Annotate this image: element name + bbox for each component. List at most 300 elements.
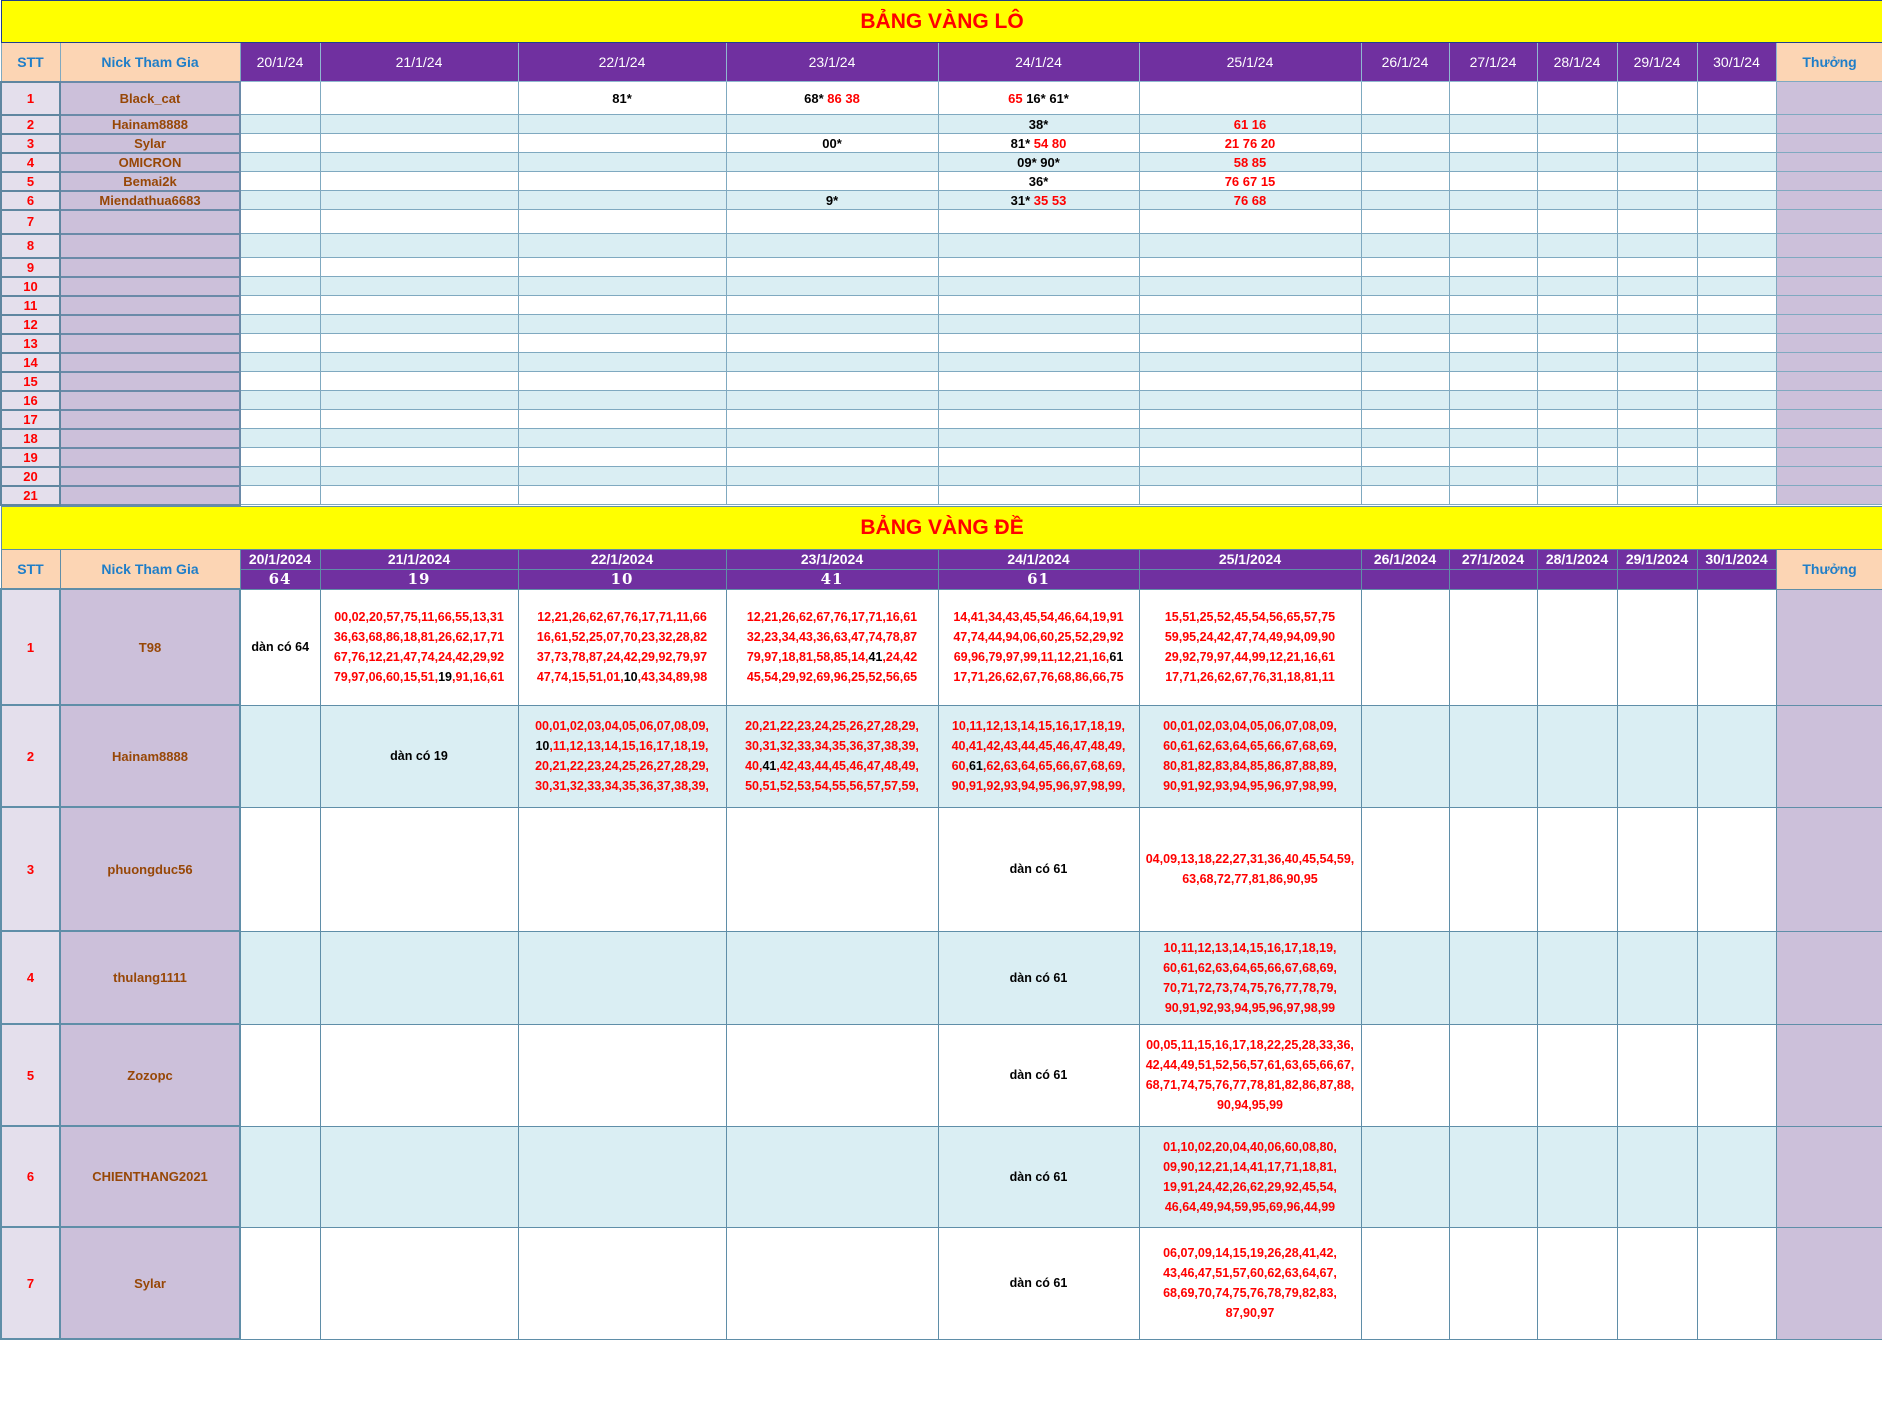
- lo-cell: [1361, 172, 1449, 191]
- lo-row: [1, 334, 1882, 353]
- lo-row-thuong: [1776, 467, 1882, 486]
- lo-row: [1, 115, 1882, 134]
- lo-row-stt: 18: [1, 429, 60, 448]
- lo-row-thuong: [1776, 372, 1882, 391]
- lo-row: [1, 210, 1882, 234]
- de-cell: [240, 931, 320, 1024]
- lo-cell: [1617, 191, 1697, 210]
- lo-cell: [320, 296, 518, 315]
- cell-number-text: 9*: [825, 192, 839, 208]
- lo-cell: [240, 191, 320, 210]
- lo-cell: [1697, 391, 1776, 410]
- lo-cell: [1617, 391, 1697, 410]
- cell-number-text: 61: [1109, 650, 1124, 664]
- de-row-stt: 3: [1, 807, 60, 931]
- lo-cell: [938, 391, 1139, 410]
- lo-cell: [240, 429, 320, 448]
- de-result-number: [1361, 569, 1449, 589]
- lo-cell: [1361, 134, 1449, 153]
- de-header-nick: Nick Tham Gia: [60, 549, 240, 589]
- lo-row-thuong: [1776, 153, 1882, 172]
- lo-cell: [1697, 353, 1776, 372]
- lo-row-stt: 13: [1, 334, 60, 353]
- lo-cell: [1361, 429, 1449, 448]
- de-result-number: [1449, 569, 1537, 589]
- cell-number-text: dàn có 19: [390, 749, 448, 763]
- cell-number-text: 58 85: [1233, 154, 1267, 170]
- lo-row-thuong: [1776, 315, 1882, 334]
- lo-cell: [518, 115, 726, 134]
- lo-cell: [518, 410, 726, 429]
- lo-row-thuong: [1776, 172, 1882, 191]
- lo-row-thuong: [1776, 334, 1882, 353]
- de-cell: [518, 807, 726, 931]
- lo-cell: [1697, 448, 1776, 467]
- lo-cell: [320, 258, 518, 277]
- lo-row-thuong: [1776, 210, 1882, 234]
- lo-cell: [518, 82, 726, 115]
- lo-row: [1, 372, 1882, 391]
- lo-cell: [320, 334, 518, 353]
- de-cell: [240, 705, 320, 807]
- de-row-nick: thulang1111: [60, 931, 240, 1024]
- lo-cell: [1361, 82, 1449, 115]
- lo-cell: [1617, 277, 1697, 296]
- lo-cell: [1617, 153, 1697, 172]
- lo-row: [1, 234, 1882, 258]
- cell-number-text: 00,02,20,57,75,11,66,55,13,31 36,63,68,86,18,81,26,62,17,71 67,76,12,21,47,74,24,42,29,92 79,97,06,60,15,51,: [333, 610, 505, 684]
- de-title: BẢNG VÀNG ĐỀ: [1, 506, 1882, 549]
- lo-date-header: 29/1/24: [1617, 43, 1697, 82]
- lo-row-nick: [60, 391, 240, 410]
- de-date-header: 21/1/2024: [320, 549, 518, 569]
- lo-row: [1, 486, 1882, 505]
- lo-cell: [1537, 115, 1617, 134]
- de-row-thuong: [1776, 807, 1882, 931]
- lo-cell: [1139, 486, 1361, 505]
- lo-row-thuong: [1776, 391, 1882, 410]
- de-cell: [1617, 589, 1697, 705]
- lo-date-header: 23/1/24: [726, 43, 938, 82]
- lo-cell: [1617, 82, 1697, 115]
- lo-cell: [726, 410, 938, 429]
- cell-number-text: 17,71,26,62,67,76,68,86,66,75: [953, 670, 1124, 684]
- de-row: [1, 1126, 1882, 1227]
- lo-cell: [240, 410, 320, 429]
- lo-cell: [320, 372, 518, 391]
- lo-cell: [1697, 410, 1776, 429]
- lo-cell: [1449, 410, 1537, 429]
- lo-cell: [1697, 467, 1776, 486]
- de-result-number: [1537, 569, 1617, 589]
- lo-cell: [1361, 467, 1449, 486]
- lo-row: [1, 277, 1882, 296]
- cell-number-text: 41: [868, 650, 883, 664]
- lo-date-header: 24/1/24: [938, 43, 1139, 82]
- de-date-header: 24/1/2024: [938, 549, 1139, 569]
- lo-cell: [518, 353, 726, 372]
- cell-number-text: 01,10,02,20,04,40,06,60,08,80, 09,90,12,21,14,41,17,71,18,81, 19,91,24,42,26,62,29,92,45,54, 46,64,49,94,59,95,69,96,44,99: [1163, 1139, 1337, 1214]
- cell-number-text: dàn có 61: [1009, 970, 1068, 985]
- cell-number-text: 76 68: [1233, 192, 1267, 208]
- lo-cell: [1139, 448, 1361, 467]
- lo-row-stt: 20: [1, 467, 60, 486]
- lo-cell: [1537, 410, 1617, 429]
- de-cell: [1617, 931, 1697, 1024]
- cell-number-text: dàn có 64: [251, 640, 310, 654]
- de-cell: [518, 1024, 726, 1126]
- cell-number-text: dàn có 61: [1009, 1068, 1068, 1082]
- de-cell: [938, 1024, 1139, 1126]
- lo-cell: [1361, 258, 1449, 277]
- lo-cell: [1697, 234, 1776, 258]
- lo-cell: [938, 372, 1139, 391]
- lo-cell: [518, 277, 726, 296]
- lo-row-stt: 16: [1, 391, 60, 410]
- lo-cell: [1449, 153, 1537, 172]
- lo-cell: [1449, 115, 1537, 134]
- de-cell: [1361, 705, 1449, 807]
- lo-cell: [1139, 467, 1361, 486]
- de-cell: [240, 1227, 320, 1339]
- lo-cell: [1361, 191, 1449, 210]
- lo-row-nick: [60, 334, 240, 353]
- lo-row-thuong: [1776, 82, 1882, 115]
- cell-number-text: ,91,16,61: [452, 670, 505, 684]
- cell-number-text: 81*: [1010, 135, 1031, 151]
- lo-cell: [1537, 82, 1617, 115]
- lo-cell: [1617, 258, 1697, 277]
- lo-cell: [1449, 315, 1537, 334]
- lo-cell: [1697, 191, 1776, 210]
- lo-row-thuong: [1776, 353, 1882, 372]
- lo-cell: [1617, 467, 1697, 486]
- lo-cell: [1617, 210, 1697, 234]
- lo-cell: [240, 315, 320, 334]
- lo-date-header: 26/1/24: [1361, 43, 1449, 82]
- lo-cell: [938, 210, 1139, 234]
- cell-number-text: dàn có 61: [1009, 1276, 1068, 1290]
- lo-date-header: 30/1/24: [1697, 43, 1776, 82]
- de-cell: [1697, 1227, 1776, 1339]
- lo-cell: [320, 429, 518, 448]
- cell-number-text: 54 80: [1030, 135, 1067, 151]
- lo-cell: [726, 334, 938, 353]
- lo-cell: [1449, 258, 1537, 277]
- lo-row-stt: 15: [1, 372, 60, 391]
- lo-cell: [1139, 353, 1361, 372]
- lo-row: [1, 172, 1882, 191]
- de-cell: [938, 705, 1139, 807]
- cell-number-text: 00,01,02,03,04,05,06,07,08,09, 60,61,62,63,64,65,66,67,68,69, 80,81,82,83,84,85,86,87,88,89, 90,91,92,93,94,95,96,97,98,99,: [1163, 719, 1337, 793]
- lo-cell: [320, 448, 518, 467]
- lo-cell: [726, 448, 938, 467]
- lo-cell: [1697, 172, 1776, 191]
- de-cell: [320, 1126, 518, 1227]
- de-date-header: 28/1/2024: [1537, 549, 1617, 569]
- lo-cell: [518, 429, 726, 448]
- cell-number-text: dàn có 61: [1009, 1169, 1068, 1184]
- lo-row-stt: 3: [1, 134, 60, 153]
- lo-row-stt: 10: [1, 277, 60, 296]
- cell-number-text: 10: [535, 739, 550, 753]
- lo-cell: [1617, 486, 1697, 505]
- lo-header-thuong: Thưởng: [1776, 43, 1882, 82]
- de-result-number: [1697, 569, 1776, 589]
- de-date-header: 23/1/2024: [726, 549, 938, 569]
- lo-cell: [1537, 353, 1617, 372]
- lo-cell: [1139, 258, 1361, 277]
- lo-cell: [240, 134, 320, 153]
- de-header-stt: STT: [1, 549, 60, 589]
- lo-cell: [240, 448, 320, 467]
- lo-cell: [518, 448, 726, 467]
- lo-cell: [726, 153, 938, 172]
- lo-row-nick: Miendathua6683: [60, 191, 240, 210]
- lo-cell: [1361, 410, 1449, 429]
- de-cell: [726, 705, 938, 807]
- lo-cell: [320, 115, 518, 134]
- cell-number-text: 16* 61*: [1022, 90, 1069, 106]
- lo-cell: [320, 134, 518, 153]
- lo-cell: [1697, 315, 1776, 334]
- de-cell: [938, 931, 1139, 1024]
- lo-cell: [1617, 234, 1697, 258]
- cell-number-text: 61 16: [1233, 116, 1267, 132]
- lo-header-stt: STT: [1, 43, 60, 82]
- lo-date-header: 25/1/24: [1139, 43, 1361, 82]
- de-cell: [1139, 807, 1361, 931]
- lo-row-nick: [60, 234, 240, 258]
- lo-row-thuong: [1776, 234, 1882, 258]
- lo-cell: [320, 486, 518, 505]
- de-cell: [1139, 589, 1361, 705]
- de-cell: [518, 931, 726, 1024]
- de-cell: [726, 807, 938, 931]
- cell-number-text: ,43,34,89,98: [637, 670, 708, 684]
- lo-cell: [1449, 296, 1537, 315]
- lo-cell: [518, 191, 726, 210]
- lo-cell: [726, 315, 938, 334]
- cell-number-text: 31*: [1010, 192, 1031, 208]
- lo-cell: [1449, 334, 1537, 353]
- de-cell: [1617, 1126, 1697, 1227]
- lo-row-thuong: [1776, 448, 1882, 467]
- cell-number-text: 00,05,11,15,16,17,18,22,25,28,33,36, 42,44,49,51,52,56,57,61,63,65,66,67, 68,71,74,75,76,77,78,81,82,86,87,88, 90,94,95,99: [1145, 1038, 1355, 1112]
- de-cell: [320, 931, 518, 1024]
- lo-cell: [938, 277, 1139, 296]
- lo-cell: [1139, 296, 1361, 315]
- de-row-nick: phuongduc56: [60, 807, 240, 931]
- de-date-header: 25/1/2024: [1139, 549, 1361, 569]
- lo-row-stt: 17: [1, 410, 60, 429]
- lo-cell: [1361, 277, 1449, 296]
- cell-number-text: 61: [968, 759, 983, 773]
- cell-number-text: 06,07,09,14,15,19,26,28,41,42, 43,46,47,51,57,60,62,63,64,67, 68,69,70,74,75,76,78,79,82,83, 87,90,97: [1163, 1246, 1337, 1320]
- de-cell: [1537, 931, 1617, 1024]
- lo-cell: [1449, 372, 1537, 391]
- de-cell: [320, 705, 518, 807]
- cell-number-text: 21 76 20: [1224, 135, 1276, 151]
- de-row-nick: Sylar: [60, 1227, 240, 1339]
- lo-cell: [1697, 296, 1776, 315]
- de-cell: [1449, 589, 1537, 705]
- lo-cell: [518, 153, 726, 172]
- lo-cell: [518, 467, 726, 486]
- lo-row-thuong: [1776, 134, 1882, 153]
- lo-row: [1, 134, 1882, 153]
- cell-number-text: 65: [1008, 90, 1023, 106]
- de-cell: [1617, 1024, 1697, 1126]
- lo-cell: [1361, 334, 1449, 353]
- lo-cell: [726, 486, 938, 505]
- lo-row-thuong: [1776, 429, 1882, 448]
- lo-cell: [1537, 429, 1617, 448]
- cell-number-text: 68*: [804, 90, 824, 106]
- lo-cell: [1537, 134, 1617, 153]
- de-row: [1, 705, 1882, 807]
- lo-row-nick: [60, 353, 240, 372]
- lo-cell: [320, 391, 518, 410]
- de-cell: [1449, 931, 1537, 1024]
- lo-cell: [518, 210, 726, 234]
- lo-row-nick: [60, 258, 240, 277]
- lo-row-thuong: [1776, 258, 1882, 277]
- lo-cell: [1537, 391, 1617, 410]
- de-cell: [1361, 931, 1449, 1024]
- lo-cell: [240, 486, 320, 505]
- de-row-thuong: [1776, 1227, 1882, 1339]
- lo-cell: [518, 296, 726, 315]
- lo-row-stt: 4: [1, 153, 60, 172]
- de-cell: [518, 589, 726, 705]
- de-cell: [938, 1126, 1139, 1227]
- de-cell: [726, 1227, 938, 1339]
- lo-cell: [1139, 210, 1361, 234]
- lo-cell: [1617, 353, 1697, 372]
- de-cell: [1617, 807, 1697, 931]
- lo-cell: [240, 353, 320, 372]
- de-cell: [1537, 589, 1617, 705]
- lo-cell: [726, 258, 938, 277]
- lo-row-stt: 8: [1, 234, 60, 258]
- de-row-thuong: [1776, 1024, 1882, 1126]
- cell-number-text: ,11,12,13,14,15,16,17,18,19, 20,21,22,23,24,25,26,27,28,29, 30,31,32,33,34,35,36,37,38,39,: [535, 739, 709, 793]
- lo-title: BẢNG VÀNG LÔ: [1, 1, 1882, 43]
- lo-date-header: 20/1/24: [240, 43, 320, 82]
- lo-cell: [1449, 391, 1537, 410]
- lo-cell: [1449, 429, 1537, 448]
- cell-number-text: 10: [623, 670, 638, 684]
- cell-number-text: 20,21,22,23,24,25,26,27,28,29, 30,31,32,33,34,35,36,37,38,39, 40,: [745, 719, 919, 773]
- de-row-thuong: [1776, 705, 1882, 807]
- lo-cell: [1617, 172, 1697, 191]
- lo-cell: [1139, 191, 1361, 210]
- lo-cell: [320, 210, 518, 234]
- de-cell: [1139, 1227, 1361, 1339]
- de-result-number: 64: [240, 569, 320, 589]
- cell-number-text: 38*: [1028, 116, 1049, 132]
- cell-number-text: 14,41,34,43,45,54,46,64,19,91 47,74,44,94,06,60,25,52,29,92 69,96,79,97,99,11,12,21,16,: [953, 610, 1124, 664]
- de-cell: [938, 1227, 1139, 1339]
- lo-row-nick: [60, 467, 240, 486]
- lo-cell: [1537, 372, 1617, 391]
- de-cell: [726, 589, 938, 705]
- de-row-nick: CHIENTHANG2021: [60, 1126, 240, 1227]
- lo-header-nick: Nick Tham Gia: [60, 43, 240, 82]
- lo-cell: [240, 210, 320, 234]
- de-cell: [1697, 1024, 1776, 1126]
- de-row-stt: 6: [1, 1126, 60, 1227]
- lo-cell: [938, 115, 1139, 134]
- de-cell: [1361, 1024, 1449, 1126]
- lo-row: [1, 296, 1882, 315]
- lo-row-thuong: [1776, 410, 1882, 429]
- cell-number-text: 09* 90*: [1017, 154, 1060, 170]
- de-cell: [938, 589, 1139, 705]
- de-result-number: 19: [320, 569, 518, 589]
- lo-cell: [1361, 391, 1449, 410]
- lo-cell: [938, 172, 1139, 191]
- lo-cell: [518, 258, 726, 277]
- lo-row-stt: 21: [1, 486, 60, 505]
- de-row-stt: 2: [1, 705, 60, 807]
- lo-cell: [726, 296, 938, 315]
- lo-row: [1, 448, 1882, 467]
- lo-cell: [1361, 115, 1449, 134]
- lo-cell: [1697, 334, 1776, 353]
- de-date-header: 22/1/2024: [518, 549, 726, 569]
- de-cell: [726, 1024, 938, 1126]
- cell-number-text: 00,01,02,03,04,05,06,07,08,09,: [535, 719, 709, 733]
- lo-cell: [1449, 82, 1537, 115]
- de-date-header: 27/1/2024: [1449, 549, 1537, 569]
- lo-cell: [1449, 467, 1537, 486]
- cell-number-text: 36*: [1028, 173, 1049, 189]
- de-cell: [1361, 807, 1449, 931]
- lo-cell: [1537, 486, 1617, 505]
- de-row-nick: T98: [60, 589, 240, 705]
- lo-cell: [938, 448, 1139, 467]
- lo-cell: [1617, 115, 1697, 134]
- lo-cell: [1537, 296, 1617, 315]
- lo-date-header: 21/1/24: [320, 43, 518, 82]
- lo-cell: [938, 191, 1139, 210]
- de-cell: [240, 1024, 320, 1126]
- lo-cell: [1361, 153, 1449, 172]
- lo-cell: [240, 172, 320, 191]
- de-row-nick: Zozopc: [60, 1024, 240, 1126]
- lo-row: [1, 353, 1882, 372]
- lo-cell: [320, 277, 518, 296]
- de-cell: [320, 1024, 518, 1126]
- de-row-thuong: [1776, 931, 1882, 1024]
- de-cell: [240, 1126, 320, 1227]
- lo-cell: [320, 191, 518, 210]
- lo-row-nick: [60, 210, 240, 234]
- lo-cell: [938, 153, 1139, 172]
- lo-cell: [1617, 134, 1697, 153]
- de-cell: [1139, 705, 1361, 807]
- de-cell: [518, 1126, 726, 1227]
- de-cell: [1139, 1024, 1361, 1126]
- de-row-nick: Hainam8888: [60, 705, 240, 807]
- de-cell: [1449, 1126, 1537, 1227]
- lo-cell: [726, 391, 938, 410]
- lo-cell: [726, 234, 938, 258]
- lo-cell: [240, 153, 320, 172]
- lo-cell: [240, 334, 320, 353]
